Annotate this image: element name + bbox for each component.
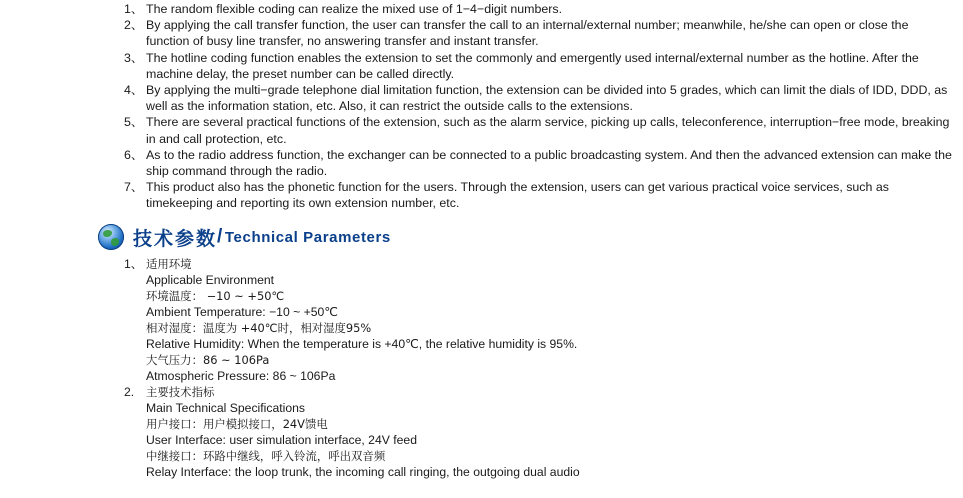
parameter-line: Ambient Temperature: −10 ~ +50℃ bbox=[146, 305, 338, 319]
feature-item bbox=[124, 1, 954, 17]
feature-item bbox=[124, 82, 954, 114]
parameter-line: 中继接口：环路中继线，呼入铃流，呼出双音频 bbox=[146, 449, 386, 463]
parameter-line: Main Technical Specifications bbox=[146, 401, 305, 415]
feature-item bbox=[124, 114, 954, 146]
parameter-line: 大气压力：86 ~ 106Pa bbox=[146, 353, 270, 367]
feature-number: 6、 bbox=[124, 147, 144, 162]
section-title: 主要技术指标 bbox=[146, 385, 215, 399]
feature-text: By applying the call transfer function, the user can transfer the call to an internal/external number; meanwhile, he/she can open or close the function of busy line transfer, no answering transfer and instant transfer. bbox=[146, 18, 909, 49]
feature-text: The hotline coding function enables the extension to set the commonly and emergently used internal/external number as the hotline. After the machine delay, the preset number can be called directly. bbox=[146, 50, 919, 81]
parameter-line: Atmospheric Pressure: 86 ~ 106Pa bbox=[146, 369, 336, 383]
feature-text: There are several practical functions of the extension, such as the alarm service, picking up calls, teleconference, interruption−free mode, breaking in and call protection, etc. bbox=[146, 115, 950, 146]
section-title: 适用环境 bbox=[146, 257, 192, 271]
parameter-line: Applicable Environment bbox=[146, 273, 275, 287]
feature-number: 1、 bbox=[124, 2, 144, 16]
parameter-section-header bbox=[124, 384, 580, 400]
feature-text: As to the radio address function, the exchanger can be connected to a public broadcasting system. And then the advanced extension can make the ship command through the radio. bbox=[146, 147, 952, 179]
heading-english: Technical Parameters bbox=[224, 228, 391, 246]
parameter-line: Relative Humidity: When the temperature is +40℃, the relative humidity is 95%. bbox=[146, 337, 578, 351]
feature-number: 3、 bbox=[124, 50, 144, 65]
feature-item bbox=[124, 17, 954, 49]
parameter-line: 用户接口：用户模拟接口，24V馈电 bbox=[146, 417, 328, 431]
feature-text: By applying the multi−grade telephone dial limitation function, the extension can be divided into 5 grades, which can limit the dials of IDD, DDD, as well as the information station, etc. Also, it can restrict the outside calls to the extensions. bbox=[146, 83, 948, 114]
parameter-line: 环境温度： −10 ~ +50℃ bbox=[146, 289, 285, 303]
feature-number: 4、 bbox=[124, 83, 144, 98]
section-heading bbox=[98, 222, 391, 252]
parameter-line: User Interface: user simulation interface, 24V feed bbox=[146, 433, 417, 447]
section-number: 1、 bbox=[124, 257, 143, 271]
heading-chinese: 技术参数 bbox=[133, 227, 218, 250]
globe-icon bbox=[98, 224, 124, 250]
feature-number: 2、 bbox=[124, 18, 144, 33]
feature-number: 7、 bbox=[124, 180, 144, 195]
heading-separator: / bbox=[217, 226, 223, 247]
parameter-line: 相对湿度：温度为 +40℃时，相对湿度95% bbox=[146, 321, 372, 335]
feature-text: This product also has the phonetic function for the users. Through the extension, users can get various practical voice services, such as timekeeping and reporting its own extension number, etc. bbox=[146, 180, 889, 211]
parameter-section-header bbox=[124, 256, 580, 272]
parameter-list bbox=[124, 256, 580, 480]
feature-number: 5、 bbox=[124, 115, 144, 130]
section-number: 2. bbox=[124, 385, 135, 399]
feature-text: The random flexible coding can realize the mixed use of 1−4−digit numbers. bbox=[146, 2, 563, 16]
feature-item bbox=[124, 147, 954, 179]
feature-list bbox=[124, 1, 954, 212]
feature-item bbox=[124, 50, 954, 82]
parameter-line: Relay Interface: the loop trunk, the incoming call ringing, the outgoing dual audio bbox=[146, 465, 580, 479]
feature-item bbox=[124, 179, 954, 211]
